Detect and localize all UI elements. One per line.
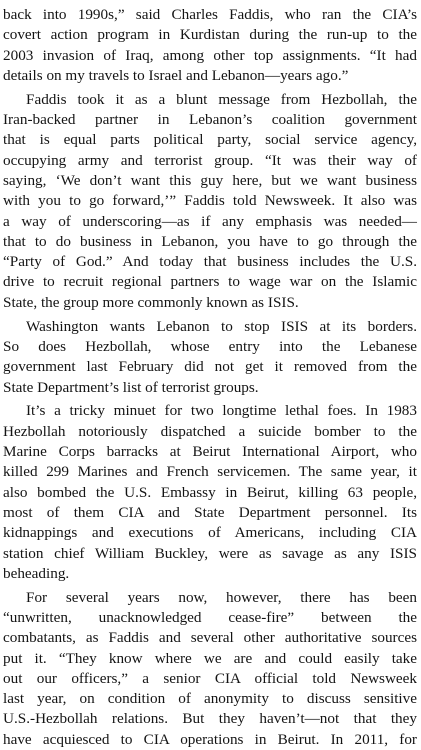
text-line: station chief William Buckley, were as savage as any ISIS xyxy=(3,544,417,562)
text-line: drive to recruit regional partners to wage war on the Islamic xyxy=(3,273,417,291)
text-line: U.S.-Hezbollah relations. But they haven’t—not that they xyxy=(3,710,417,728)
paragraph-4 xyxy=(3,401,417,584)
text-line: with you to go forward,’” Faddis told Newsweek. It also was xyxy=(3,192,417,210)
text-line: Marine Corps barracks at Beirut International Airport, who xyxy=(3,443,417,461)
text-line: also bombed the U.S. Embassy in Beirut, killing 63 people, xyxy=(3,483,417,501)
text-line: “unwritten, unacknowledged cease-fire” between the xyxy=(3,608,417,626)
text-line: For several years now, however, there has been xyxy=(26,588,417,606)
text-line: State, the group more commonly known as ISIS. xyxy=(3,293,299,311)
paragraph-5 xyxy=(3,588,417,750)
paragraph-3 xyxy=(3,317,417,398)
paragraph-2 xyxy=(3,90,417,313)
text-line: that to do business in Lebanon, you have to go through the xyxy=(3,232,417,250)
text-line: Faddis took it as a blunt message from Hezbollah, the xyxy=(26,90,417,108)
text-line: have acquiesced to CIA operations in Beirut. In 2011, for xyxy=(3,730,417,748)
text-line: “Party of God.” And today that business includes the U.S. xyxy=(3,253,417,271)
text-line: last year, on condition of anonymity to discuss sensitive xyxy=(3,690,417,708)
text-line: Iran-backed partner in Lebanon’s coalition government xyxy=(3,111,417,129)
text-line: that is equal parts political party, social service agency, xyxy=(3,131,417,149)
text-line: killed 299 Marines and French servicemen. The same year, it xyxy=(3,463,417,481)
text-line: So does Hezbollah, whose entry into the Lebanese xyxy=(3,337,417,355)
paragraph-1 xyxy=(3,5,417,86)
text-line: State Department’s list of terrorist groups. xyxy=(3,378,259,396)
text-line: 2003 invasion of Iraq, among other top assignments. “It had xyxy=(3,46,417,64)
text-line: a way of underscoring—as if any emphasis was needed— xyxy=(3,212,417,230)
text-line: Washington wants Lebanon to stop ISIS at its borders. xyxy=(26,317,417,335)
text-line: back into 1990s,” said Charles Faddis, who ran the CIA’s xyxy=(3,6,417,23)
text-line: kidnappings and executions of Americans, including CIA xyxy=(3,524,417,542)
text-line: occupying army and terrorist group. “It was their way of xyxy=(3,151,417,169)
text-line: out our officers,” a senior CIA official told Newsweek xyxy=(3,669,417,687)
text-line: saying, ‘We don’t want this guy here, but we want business xyxy=(3,171,417,189)
text-line: most of them CIA and State Department personnel. Its xyxy=(3,503,417,521)
text-line: details on my travels to Israel and Lebanon—years ago.” xyxy=(3,66,349,84)
text-line: It’s a tricky minuet for two longtime lethal foes. In 1983 xyxy=(26,402,417,420)
text-line: Hezbollah notoriously dispatched a suicide bomber to the xyxy=(3,422,417,440)
text-line: covert action program in Kurdistan during the run-up to the xyxy=(3,26,417,44)
text-line: government last February did not get it removed from the xyxy=(3,358,417,376)
text-line: put it. “They know where we are and could easily take xyxy=(3,649,417,667)
text-line: beheading. xyxy=(3,564,70,582)
text-line: combatants, as Faddis and several other authoritative sources xyxy=(3,629,417,647)
